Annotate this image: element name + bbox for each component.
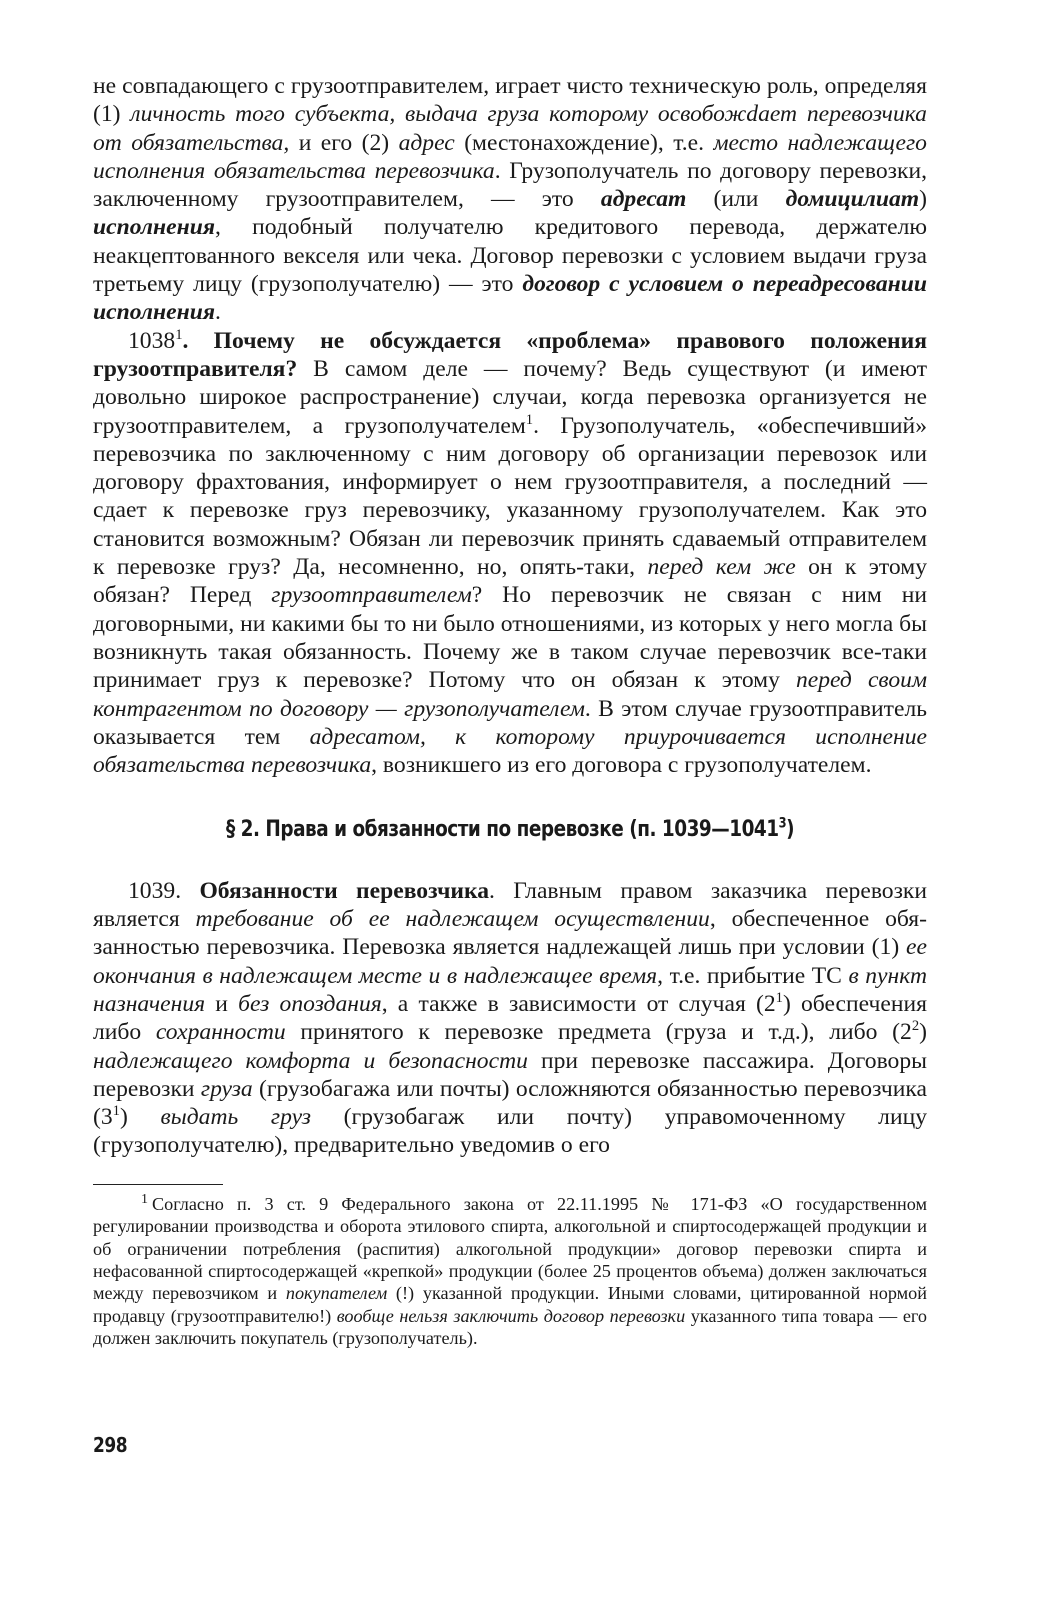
text-run: , подобный получателю кредитового перевода, держателю неакцептованного векселя или чека. Договор перевозки с условием выдачи груза третьему лицу (грузополучателю) — это bbox=[93, 214, 927, 298]
text-run: при перевозке пассажира. Договоры перевозки bbox=[93, 1047, 927, 1102]
italic-run: в пункт назначения bbox=[93, 962, 927, 1017]
text-run: (местонахождение), т.е. bbox=[454, 129, 714, 156]
text-run: . Главным правом заказчика перевозки является bbox=[93, 877, 928, 933]
text-run: принятого к перевозке предмета (груза и т.д.), либо (2 bbox=[285, 1019, 912, 1046]
section-heading-text: § 2. Права и обязанности по перевозке (п. 1039—1041 bbox=[225, 816, 779, 843]
paragraph-1039 bbox=[93, 877, 927, 1160]
italic-run: адресатом, к которому приурочивается исполнение обязательства перевозчика bbox=[93, 723, 927, 779]
text-run: , т.е. прибытие ТС bbox=[657, 962, 849, 989]
italic-run: грузоотправителем bbox=[271, 582, 472, 609]
text-run: и bbox=[205, 990, 239, 1017]
italic-run: перед своим контрагентом по договору — грузополучателем bbox=[93, 667, 928, 722]
footnote-text-run: Согласно п. 3 ст. 9 Федерального закона от 22.11.1995 № 171-ФЗ «О государственном регулировании производства и оборота этилового спирта, алкогольной и спиртосодержащей продукции и об ограничении потребления (распития) алкогольной продукции» договор перевозки спирта и нефасованной спиртосодержащей «крепкой» продукции (более 25 процентов объема) должен заключаться между перевозчиком и bbox=[93, 1193, 927, 1304]
footnote-1 bbox=[93, 1193, 927, 1350]
main-text bbox=[93, 72, 927, 1160]
footnote-italic-run: вообще нельзя заключить договор перевозки bbox=[336, 1305, 686, 1326]
italic-run: выдать груз bbox=[160, 1104, 311, 1131]
italic-run: адрес bbox=[398, 129, 455, 156]
text-run: ) bbox=[919, 1019, 927, 1046]
section-heading bbox=[168, 815, 852, 843]
paragraph-number: 1038 bbox=[128, 327, 176, 354]
italic-run: без опоздания bbox=[238, 990, 382, 1017]
paragraph-continuation bbox=[93, 72, 927, 327]
footnote-divider bbox=[93, 1184, 223, 1185]
superscript: 2 bbox=[911, 1018, 920, 1035]
text-run: ? Но перевозчик не связан с ним ни договорными, ни какими бы то ни было отношениями, из которых у него могла бы возникнуть такая обязанность. Почему же в таком случае перевозчик все-таки принимает груз к перевозке? Потому что он обязан к этому bbox=[93, 582, 927, 694]
text-run: . Грузополучатель по договору перевозки, заключенному грузоотправителем, — это bbox=[93, 157, 927, 213]
paragraph-1038 bbox=[93, 327, 927, 780]
text-run: не совпадающего с грузоотправителем, играет чисто техническую роль, определяя (1) bbox=[93, 73, 927, 128]
text-run: (грузобагаж или почту) управомоченному лицу (грузополучателю), предварительно уведомив о его bbox=[93, 1104, 927, 1159]
section-heading-close: ) bbox=[786, 816, 795, 843]
page-body bbox=[93, 72, 927, 1350]
text-run: , а также в зависимости от случая (2 bbox=[381, 990, 776, 1017]
text-run: В самом деле — почему? Ведь существуют (и имеют довольно широкое распространение) случаи, когда перевозка организуется не грузоотправителем, а грузополучателем bbox=[93, 355, 927, 439]
text-run: и его (2) bbox=[289, 129, 399, 156]
italic-run: груза bbox=[200, 1075, 253, 1102]
footnote-mark: 1 bbox=[141, 1191, 148, 1207]
text-run: . Грузополучатель, «обеспечивший» перевозчика по заключенному с ним договору об организации перевозок или договору фрахтования, информирует о нем грузоотправителя, а последний — сдает к перевозке груз перевозчику, указанному грузополучателем. Как это становится возможным? Обязан ли перевозчик принять сдаваемый отправителем к перевозке груз? Да, несомненно, но, опять-таки, bbox=[93, 412, 927, 581]
text-run: , возникшего из его договора с грузополучателем. bbox=[371, 752, 872, 779]
text-run: (грузобагажа или почты) осложняются обязанностью перевозчика (3 bbox=[93, 1075, 927, 1131]
italic-run: сохранности bbox=[155, 1019, 286, 1046]
footnote-text-run: указанного типа товара — его должен заключить покупатель (грузополучатель). bbox=[93, 1305, 927, 1349]
italic-run: перед кем же bbox=[647, 554, 796, 581]
text-run: . В этом случае грузоотправитель оказывается тем bbox=[93, 695, 927, 750]
superscript: 1 bbox=[112, 1103, 120, 1120]
paragraph-number-superscript: 1 bbox=[175, 326, 183, 343]
text-run: , обеспеченное обязанностью перевозчика. Перевозка является надлежащей лишь при условии (1) bbox=[93, 906, 927, 961]
text-run: ) bbox=[919, 186, 927, 213]
italic-run: личность того субъекта, выдача груза которому освобожdает перевозчика от обязательства, bbox=[93, 101, 927, 156]
footnote-reference[interactable]: 1 bbox=[525, 411, 534, 428]
italic-run: место надлежащего исполнения обязательства перевозчика bbox=[93, 129, 927, 184]
footnote-text-run: (!) указанной продукции. Иными словами, цитированной нормой продавцу (грузоотправителю!) bbox=[93, 1283, 927, 1326]
footnote-italic-run: покупателем bbox=[285, 1283, 388, 1304]
text-run: . bbox=[214, 299, 221, 326]
italic-run: ее окончания в надлежащем месте и в надлежащее время bbox=[93, 934, 927, 989]
bold-run: . Почему не обсуждается «проблема» правового положения грузоотправителя? bbox=[93, 327, 927, 382]
text-run: ) обеспечения либо bbox=[93, 990, 927, 1046]
text-run: (или bbox=[686, 186, 786, 213]
page-number: 298 bbox=[93, 1433, 128, 1457]
bold-italic-run: исполнения bbox=[93, 214, 215, 241]
bold-italic-run: договор с условием о переадресовании исполнения bbox=[93, 271, 927, 326]
italic-run: требование об ее надлежащем осуществлении bbox=[195, 906, 710, 933]
text-run: ) bbox=[119, 1104, 161, 1131]
italic-run: надлежащего комфорта и безопасности bbox=[93, 1047, 528, 1074]
bold-italic-run: домицилиат bbox=[785, 186, 920, 213]
superscript: 1 bbox=[775, 990, 783, 1007]
bold-run: Обязанности перевозчика bbox=[199, 877, 490, 904]
text-run: он к этому обязан? Перед bbox=[93, 554, 927, 609]
section-heading-superscript: 3 bbox=[778, 815, 787, 832]
paragraph-number: 1039. bbox=[128, 877, 200, 904]
bold-italic-run: адресат bbox=[600, 186, 687, 213]
